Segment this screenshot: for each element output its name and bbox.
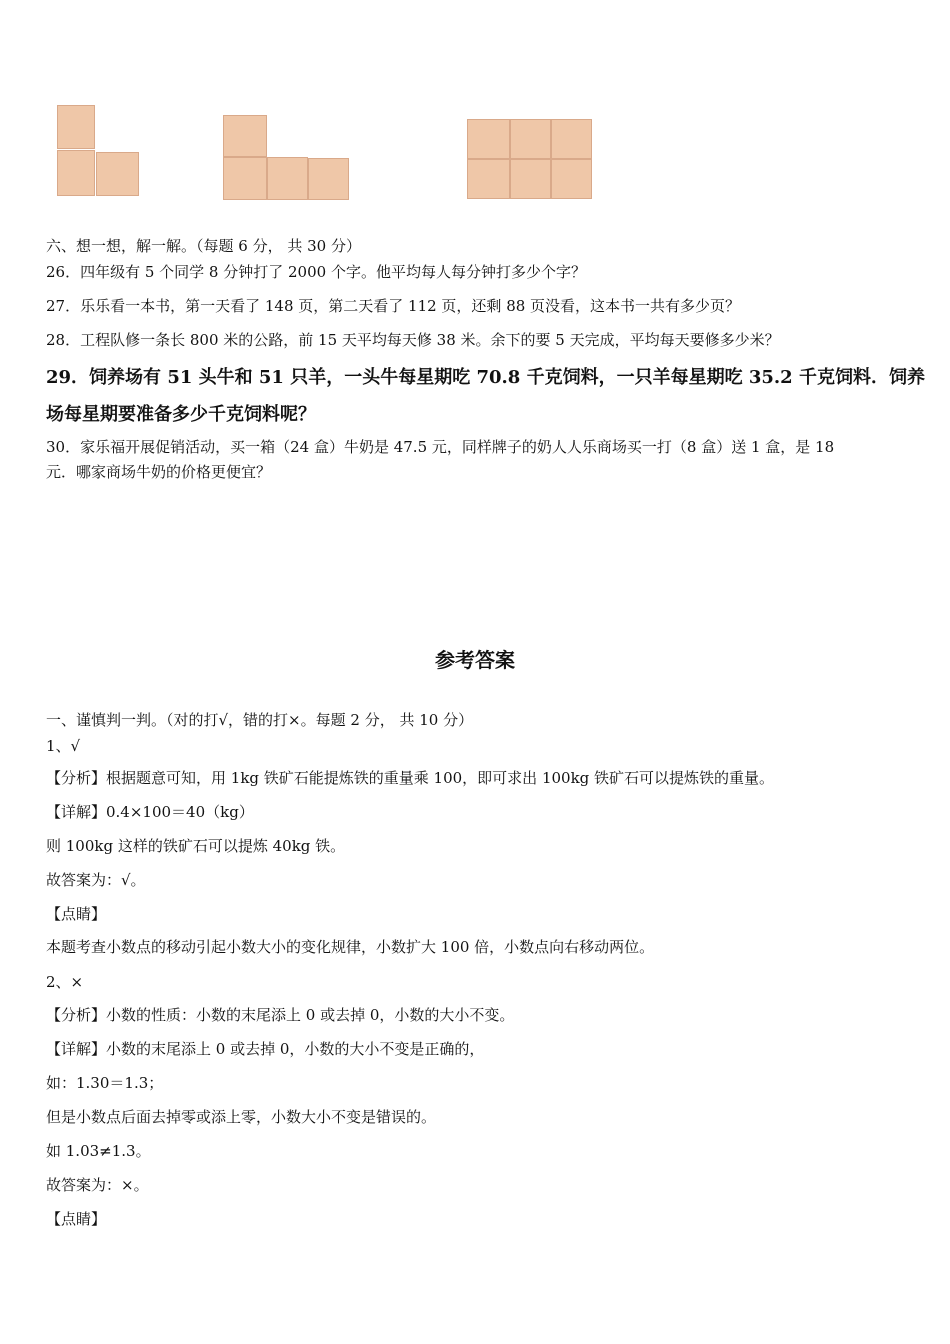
square	[96, 152, 139, 196]
answer-2-tip-label: 【点睛】	[46, 1210, 107, 1228]
square	[467, 119, 510, 159]
square	[551, 119, 592, 159]
answer-1-line-1: 则 100kg 这样的铁矿石可以提炼 40kg 铁。	[46, 837, 346, 855]
square	[551, 159, 592, 199]
answer-2-line-1: 如：1.30＝1.3；	[46, 1074, 164, 1092]
answers-title: 参考答案	[435, 648, 515, 672]
answer-1-analysis: 【分析】根据题意可知，用 1kg 铁矿石能提炼铁的重量乘 100，即可求出 100kg 铁矿石可以提炼铁的重量。	[46, 769, 775, 787]
square	[223, 157, 267, 200]
section-6-heading: 六、想一想，解一解。（每题 6 分， 共 30 分）	[46, 237, 361, 255]
answer-1-tip: 本题考查小数点的移动引起小数大小的变化规律，小数扩大 100 倍，小数点向右移动两位。	[46, 938, 655, 956]
question-29-line-2: 场每星期要准备多少千克饲料呢？	[46, 404, 316, 425]
square	[57, 150, 95, 196]
square	[267, 157, 308, 200]
answer-1-detail: 【详解】0.4×100＝40（kg）	[46, 803, 254, 821]
square	[223, 115, 267, 157]
shape-figures	[0, 0, 950, 220]
answer-2-line-2: 但是小数点后面去掉零或添上零，小数大小不变是错误的。	[46, 1108, 437, 1126]
answers-section-1-heading: 一、谨慎判一判。（对的打√，错的打×。每题 2 分， 共 10 分）	[46, 711, 474, 729]
answer-2-conclusion: 故答案为：×。	[46, 1176, 149, 1194]
question-29-line-1: 29．饲养场有 51 头牛和 51 只羊，一头牛每星期吃 70.8 千克饲料，一只羊每星期吃 35.2 千克饲料．饲养	[46, 367, 925, 388]
answer-2-line-3: 如 1.03≠1.3。	[46, 1142, 151, 1160]
question-28: 28．工程队修一条长 800 米的公路，前 15 天平均每天修 38 米。余下的要 5 天完成，平均每天要修多少米？	[46, 331, 780, 349]
question-30-line-1: 30．家乐福开展促销活动，买一箱（24 盒）牛奶是 47.5 元，同样牌子的奶人人乐商场买一打（8 盒）送 1 盒，是 18	[46, 438, 835, 456]
question-26: 26．四年级有 5 个同学 8 分钟打了 2000 个字。他平均每人每分钟打多少个字？	[46, 263, 586, 281]
answer-1-tip-label: 【点睛】	[46, 905, 107, 923]
question-27: 27．乐乐看一本书，第一天看了 148 页，第二天看了 112 页，还剩 88 页没看，这本书一共有多少页？	[46, 297, 741, 315]
answer-2-detail: 【详解】小数的末尾添上 0 或去掉 0，小数的大小不变是正确的，	[46, 1040, 485, 1058]
question-30-line-2: 元．哪家商场牛奶的价格更便宜？	[46, 463, 272, 481]
answer-2-head: 2、×	[46, 973, 84, 991]
square	[467, 159, 510, 199]
square	[57, 105, 95, 149]
answer-2-analysis: 【分析】小数的性质：小数的末尾添上 0 或去掉 0，小数的大小不变。	[46, 1006, 515, 1024]
square	[308, 158, 349, 200]
square	[510, 119, 551, 159]
answer-1-head: 1、√	[46, 737, 81, 755]
answer-1-conclusion: 故答案为：√。	[46, 871, 146, 889]
square	[510, 159, 551, 199]
